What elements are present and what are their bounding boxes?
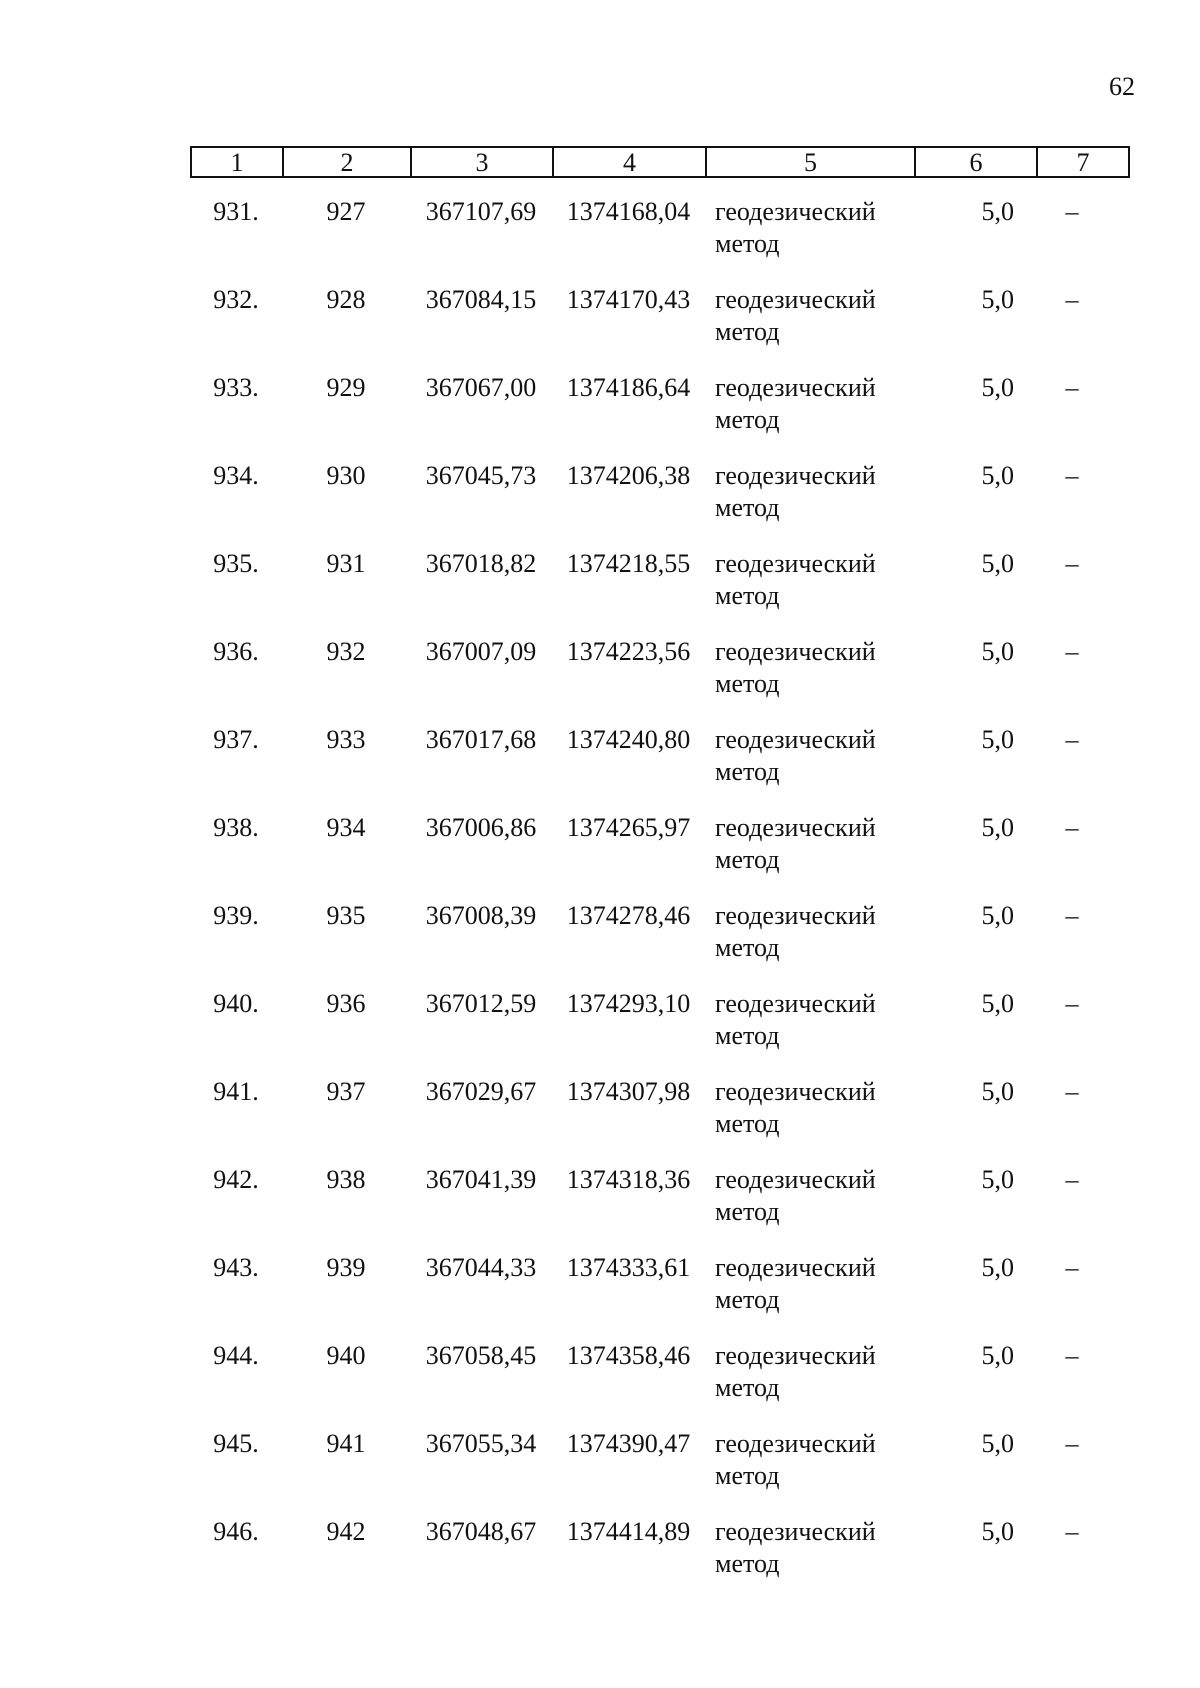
cell-method: геодезический метод [715,637,876,698]
cell-accuracy: 5,0 [981,637,1014,666]
coordinates-table [190,146,1130,1578]
cell-row-number: 941. [213,1077,259,1106]
cell-point-number: 939 [326,1253,366,1282]
cell-point-number: 933 [326,725,366,754]
cell-y-coordinate: 1374333,61 [566,1253,691,1282]
cell-row-number: 939. [213,901,259,930]
cell-note: – [1065,285,1079,314]
cell-method: геодезический метод [715,373,876,434]
cell-row-number: 934. [213,461,259,490]
cell-note: – [1065,901,1079,930]
cell-row-number: 936. [213,637,259,666]
cell-note: – [1065,197,1079,226]
cell-accuracy: 5,0 [981,1429,1014,1458]
table-row [190,1340,1130,1428]
cell-y-coordinate: 1374358,46 [566,1341,691,1370]
header-col-2: 2 [284,148,412,176]
cell-method: геодезический метод [715,1253,876,1314]
cell-point-number: 935 [326,901,366,930]
table-row [190,1076,1130,1164]
cell-point-number: 930 [326,461,366,490]
table-row [190,196,1130,284]
cell-y-coordinate: 1374414,89 [566,1517,691,1546]
cell-row-number: 942. [213,1165,259,1194]
cell-x-coordinate: 367055,34 [425,1429,537,1458]
cell-point-number: 938 [326,1165,366,1194]
cell-row-number: 938. [213,813,259,842]
cell-method: геодезический метод [715,1429,876,1490]
table-row [190,460,1130,548]
cell-y-coordinate: 1374278,46 [566,901,691,930]
cell-y-coordinate: 1374307,98 [566,1077,691,1106]
cell-accuracy: 5,0 [981,461,1014,490]
cell-method: геодезический метод [715,461,876,522]
cell-accuracy: 5,0 [981,901,1014,930]
table-row [190,548,1130,636]
table-row [190,724,1130,812]
cell-row-number: 944. [213,1341,259,1370]
cell-point-number: 934 [326,813,366,842]
table-row [190,372,1130,460]
cell-y-coordinate: 1374186,64 [566,373,691,402]
cell-note: – [1065,549,1079,578]
cell-y-coordinate: 1374293,10 [566,989,691,1018]
table-row [190,812,1130,900]
header-col-4: 4 [554,148,707,176]
cell-point-number: 942 [326,1517,366,1546]
cell-x-coordinate: 367018,82 [425,549,537,578]
cell-row-number: 940. [213,989,259,1018]
cell-y-coordinate: 1374218,55 [566,549,691,578]
cell-note: – [1065,1517,1079,1546]
cell-x-coordinate: 367107,69 [425,197,537,226]
cell-accuracy: 5,0 [981,549,1014,578]
cell-y-coordinate: 1374318,36 [566,1165,691,1194]
cell-point-number: 940 [326,1341,366,1370]
cell-accuracy: 5,0 [981,1253,1014,1282]
cell-accuracy: 5,0 [981,989,1014,1018]
cell-x-coordinate: 367084,15 [425,285,537,314]
cell-method: геодезический метод [715,549,876,610]
cell-note: – [1065,1253,1079,1282]
cell-y-coordinate: 1374168,04 [566,197,691,226]
cell-method: геодезический метод [715,813,876,874]
cell-note: – [1065,373,1079,402]
cell-method: геодезический метод [715,1077,876,1138]
cell-point-number: 929 [326,373,366,402]
table-row [190,1252,1130,1340]
cell-x-coordinate: 367067,00 [425,373,537,402]
cell-x-coordinate: 367045,73 [425,461,537,490]
cell-method: геодезический метод [715,725,876,786]
cell-x-coordinate: 367006,86 [425,813,537,842]
cell-x-coordinate: 367007,09 [425,637,537,666]
cell-method: геодезический метод [715,1517,876,1578]
cell-point-number: 928 [326,285,366,314]
header-col-6: 6 [916,148,1038,176]
cell-row-number: 932. [213,285,259,314]
header-col-7: 7 [1076,148,1090,177]
cell-row-number: 937. [213,725,259,754]
cell-x-coordinate: 367058,45 [425,1341,537,1370]
table-row [190,1428,1130,1516]
cell-accuracy: 5,0 [981,1341,1014,1370]
cell-x-coordinate: 367008,39 [425,901,537,930]
cell-note: – [1065,989,1079,1018]
cell-point-number: 932 [326,637,366,666]
cell-y-coordinate: 1374240,80 [566,725,691,754]
cell-x-coordinate: 367017,68 [425,725,537,754]
table-row [190,636,1130,724]
cell-accuracy: 5,0 [981,813,1014,842]
table-header-row [190,146,1130,178]
cell-y-coordinate: 1374206,38 [566,461,691,490]
cell-point-number: 931 [326,549,366,578]
cell-accuracy: 5,0 [981,725,1014,754]
cell-x-coordinate: 367041,39 [425,1165,537,1194]
cell-accuracy: 5,0 [981,285,1014,314]
cell-method: геодезический метод [715,989,876,1050]
cell-point-number: 927 [326,197,366,226]
cell-method: геодезический метод [715,197,876,258]
cell-x-coordinate: 367044,33 [425,1253,537,1282]
cell-note: – [1065,461,1079,490]
cell-point-number: 937 [326,1077,366,1106]
cell-row-number: 943. [213,1253,259,1282]
cell-method: геодезический метод [715,1165,876,1226]
cell-row-number: 933. [213,373,259,402]
cell-y-coordinate: 1374265,97 [566,813,691,842]
cell-row-number: 931. [213,197,259,226]
cell-row-number: 945. [213,1429,259,1458]
cell-note: – [1065,725,1079,754]
cell-row-number: 946. [213,1517,259,1546]
cell-point-number: 941 [326,1429,366,1458]
table-row [190,1516,1130,1604]
cell-note: – [1065,1341,1079,1370]
cell-note: – [1065,637,1079,666]
cell-note: – [1065,1077,1079,1106]
cell-y-coordinate: 1374223,56 [566,637,691,666]
cell-x-coordinate: 367048,67 [425,1517,537,1546]
header-col-1: 1 [192,148,284,176]
cell-y-coordinate: 1374390,47 [566,1429,691,1458]
cell-method: геодезический метод [715,1341,876,1402]
header-col-5: 5 [707,148,916,176]
table-body [190,196,1130,1604]
cell-accuracy: 5,0 [981,1165,1014,1194]
table-row [190,900,1130,988]
table-row [190,988,1130,1076]
cell-row-number: 935. [213,549,259,578]
cell-method: геодезический метод [715,285,876,346]
cell-x-coordinate: 367029,67 [425,1077,537,1106]
cell-x-coordinate: 367012,59 [425,989,537,1018]
table-row [190,284,1130,372]
cell-y-coordinate: 1374170,43 [566,285,691,314]
cell-point-number: 936 [326,989,366,1018]
table-row [190,1164,1130,1252]
page-number: 62 [1109,72,1135,101]
cell-note: – [1065,1429,1079,1458]
cell-accuracy: 5,0 [981,1517,1014,1546]
cell-method: геодезический метод [715,901,876,962]
cell-accuracy: 5,0 [981,197,1014,226]
header-col-3: 3 [412,148,554,176]
cell-accuracy: 5,0 [981,1077,1014,1106]
cell-accuracy: 5,0 [981,373,1014,402]
cell-note: – [1065,813,1079,842]
cell-note: – [1065,1165,1079,1194]
